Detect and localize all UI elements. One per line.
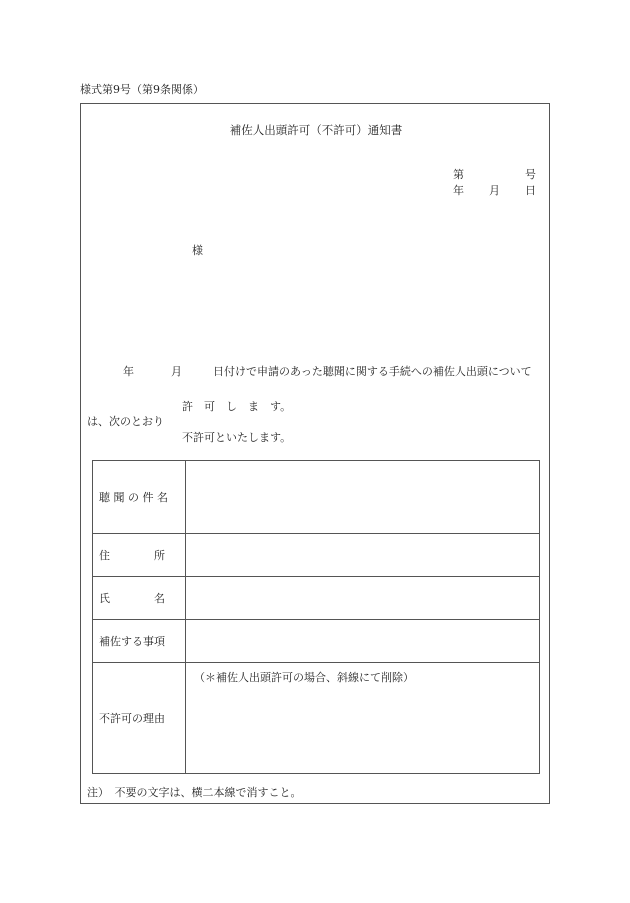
row-label-assist-matter: 補佐する事項 — [93, 620, 186, 663]
table-row — [93, 461, 540, 534]
body-year: 年 — [123, 365, 134, 378]
table-row — [93, 663, 540, 774]
row-value-name[interactable] — [186, 577, 540, 620]
date-year: 年 — [453, 184, 464, 197]
form-number-label: 様式第9号（第9条関係） — [80, 83, 204, 96]
row-label-address: 住 所 — [93, 534, 186, 577]
number-prefix: 第 — [453, 168, 464, 181]
number-suffix: 号 — [525, 168, 536, 181]
option-permit: 許 可 し ま す。 — [182, 400, 292, 413]
row-value-assist-matter[interactable] — [186, 620, 540, 663]
table-row — [93, 577, 540, 620]
row-label-name: 氏 名 — [93, 577, 186, 620]
body-month: 月 — [171, 365, 182, 378]
detail-table — [92, 460, 540, 774]
row-value-case-name[interactable] — [186, 461, 540, 534]
body-text: 日付けで申請のあった聴聞に関する手続への補佐人出頭について — [213, 365, 532, 378]
document-title: 補佐人出頭許可（不許可）通知書 — [229, 123, 403, 137]
addressee-suffix: 様 — [192, 244, 203, 257]
row-label-case-name: 聴 聞 の 件 名 — [93, 461, 186, 534]
row-value-address[interactable] — [186, 534, 540, 577]
table-row — [93, 620, 540, 663]
option-deny: 不許可といたします。 — [182, 431, 292, 444]
body-sentence — [123, 363, 532, 379]
footnote: 注） 不要の文字は、横二本線で消すこと。 — [87, 786, 302, 799]
date-month: 月 — [489, 184, 500, 197]
row-value-deny-reason[interactable] — [186, 663, 540, 774]
table-row — [93, 534, 540, 577]
notice-frame — [80, 103, 550, 804]
body-prefix: は、次のとおり — [87, 415, 164, 428]
date-day: 日 — [525, 184, 536, 197]
deny-reason-hint: （＊補佐人出頭許可の場合、斜線にて削除） — [194, 671, 414, 684]
row-label-deny-reason: 不許可の理由 — [93, 663, 186, 774]
